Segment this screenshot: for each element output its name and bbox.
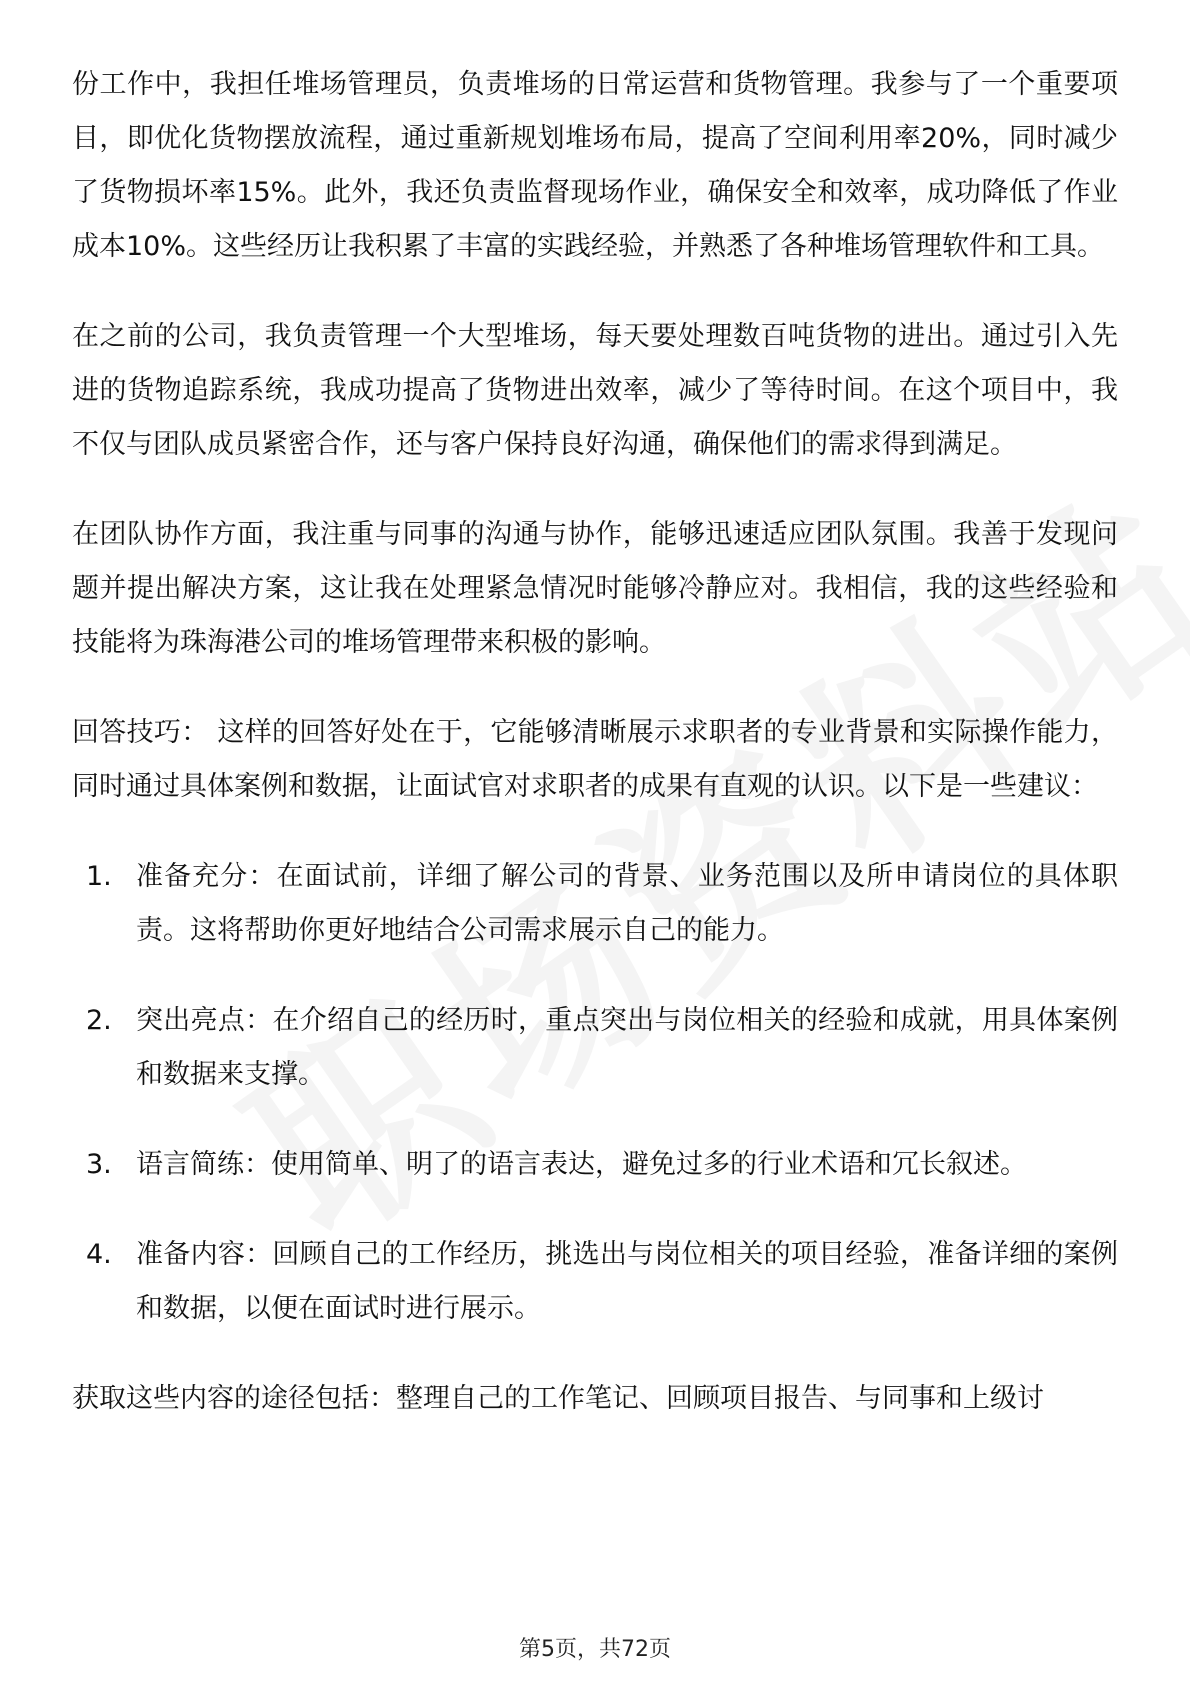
page-number: 第5页，共72页 [519,1637,671,1662]
list-item-text: 准备内容：回顾自己的工作经历，挑选出与岗位相关的项目经验，准备详细的案例和数据，以便在面试时进行展示。 [136,1239,1118,1324]
document-body [72,58,1118,1462]
list-item-number: 1. [86,861,112,892]
list-item [72,1228,1118,1336]
paragraph-closing: 获取这些内容的途径包括：整理自己的工作笔记、回顾项目报告、与同事和上级讨 [72,1383,1044,1414]
list-item-text: 突出亮点：在介绍自己的经历时，重点突出与岗位相关的经验和成就，用具体案例和数据来支撑。 [136,1005,1118,1090]
suggestion-list [72,850,1118,1336]
list-item [72,850,1118,958]
paragraph-work-experience: 份工作中，我担任堆场管理员，负责堆场的日常运营和货物管理。我参与了一个重要项目，即优化货物摆放流程，通过重新规划堆场布局，提高了空间利用率20%，同时减少了货物损坏率15%。此外，我还负责监督现场作业，确保安全和效率，成功降低了作业成本10%。这些经历让我积累了丰富的实践经验，并熟悉了各种堆场管理软件和工具。 [72,69,1118,262]
paragraph-answer-tips: 回答技巧： 这样的回答好处在于，它能够清晰展示求职者的专业背景和实际操作能力，同时通过具体案例和数据，让面试官对求职者的成果有直观的认识。以下是一些建议： [72,717,1118,802]
paragraph-teamwork: 在团队协作方面，我注重与同事的沟通与协作，能够迅速适应团队氛围。我善于发现问题并提出解决方案，这让我在处理紧急情况时能够冷静应对。我相信，我的这些经验和技能将为珠海港公司的堆场管理带来积极的影响。 [72,519,1118,658]
list-item-number: 4. [86,1239,112,1270]
list-item [72,994,1118,1102]
list-item-number: 3. [86,1149,112,1180]
list-item [72,1138,1118,1192]
list-item-text: 准备充分：在面试前，详细了解公司的背景、业务范围以及所申请岗位的具体职责。这将帮助你更好地结合公司需求展示自己的能力。 [136,861,1118,946]
list-item-text: 语言简练：使用简单、明了的语言表达，避免过多的行业术语和冗长叙述。 [136,1149,1027,1180]
paragraph-previous-company: 在之前的公司，我负责管理一个大型堆场，每天要处理数百吨货物的进出。通过引入先进的货物追踪系统，我成功提高了货物进出效率，减少了等待时间。在这个项目中，我不仅与团队成员紧密合作，还与客户保持良好沟通，确保他们的需求得到满足。 [72,321,1118,460]
list-item-number: 2. [86,1005,112,1036]
